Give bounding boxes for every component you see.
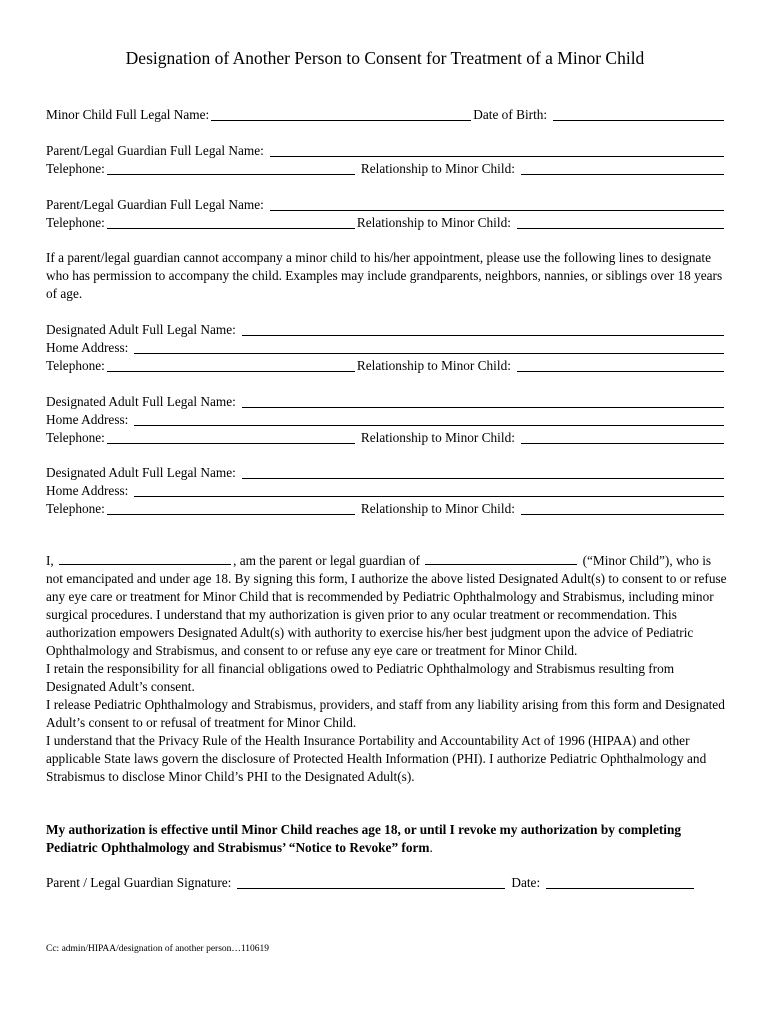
designated2-name-row [46,393,726,411]
consent-i-suffix: (“Minor Child”), [582,553,673,568]
guardian2-phone-row [46,214,726,232]
consent-paragraph-3: I release Pediatric Ophthalmology and Strabismus, providers, and staff from any liability arising from this form and Designated Adult’s consent to or refusal of treatment for Minor Child. [46,697,725,730]
designated3-relationship-label: Relationship to Minor Child: [360,501,515,516]
designated3-phone-row [46,500,726,518]
designated1-relationship-field[interactable] [517,358,724,372]
designated2-address-row [46,411,726,429]
designated3-address-row [46,482,726,500]
designated3-relationship-field[interactable] [521,501,724,515]
guardian1-phone-label: Telephone: [46,161,105,176]
designated3-phone-label: Telephone: [46,501,105,516]
guardian-name-blank[interactable] [59,552,231,565]
designated2-address-field[interactable] [134,412,724,426]
dob-field[interactable] [553,107,724,121]
guardian2-name-row [46,196,726,214]
dob-label: Date of Birth: [473,107,548,122]
effective-text: My authorization is effective until Minor Child reaches age 18, or until I revoke my authorization by completing Pediatric Ophthalmology and Strabismus’ “Notice to Revoke” form [46,822,682,855]
guardian1-phone-row [46,160,726,178]
designated1-phone-row [46,357,726,375]
designated3-name-label: Designated Adult Full Legal Name: [46,465,236,480]
designated2-phone-field[interactable] [107,430,355,444]
child-row [46,106,726,124]
consent-paragraph-1 [46,552,728,660]
effective-statement [46,821,728,857]
designated1-relationship-label: Relationship to Minor Child: [356,358,511,373]
designated2-phone-label: Telephone: [46,430,105,445]
designated1-name-label: Designated Adult Full Legal Name: [46,322,236,337]
instructions-paragraph: If a parent/legal guardian cannot accompany a minor child to his/her appointment, please use the following lines to designate who has permission to accompany the child. Examples may include grandparents, neighbors, nannies, or siblings over 18 years of age. [46,250,723,301]
guardian1-name-label: Parent/Legal Guardian Full Legal Name: [46,143,264,158]
footer-reference: Cc: admin/HIPAA/designation of another person…110619 [46,944,270,954]
guardian2-phone-field[interactable] [107,215,355,229]
signature-label: Parent / Legal Guardian Signature: [46,875,232,890]
designated3-name-row [46,464,726,482]
designated1-phone-field[interactable] [107,358,355,372]
designated1-address-label: Home Address: [46,340,129,355]
designated3-address-label: Home Address: [46,483,129,498]
designated1-name-row [46,321,726,339]
designated2-address-label: Home Address: [46,412,129,427]
designated2-name-field[interactable] [242,394,724,408]
consent-p1-rest: who is not emancipated and under age 18. By signing this form, I authorize the above listed Designated Adult(s) to consent to or refuse any eye care or treatment for Minor Child that is recommended by Pediatric Ophthalmology and Strabismus, including minor surgical procedures. I understand that my authorization is given prior to any ocular treatment or recommendation. This authorization empowers Designated Adult(s) with authority to exercise his/her best judgment upon the advice of Pediatric Ophthalmology and Strabismus, and consent to or refuse any eye care or treatment for Minor Child. [46,553,727,658]
consent-block [46,552,728,786]
designated1-address-row [46,339,726,357]
guardian2-relationship-field[interactable] [517,215,724,229]
signature-field[interactable] [237,875,505,889]
guardian1-relationship-label: Relationship to Minor Child: [360,161,515,176]
minor-child-blank[interactable] [425,552,577,565]
designated1-address-field[interactable] [134,340,724,354]
consent-i-middle: , am the parent or legal guardian of [233,553,420,568]
guardian2-name-label: Parent/Legal Guardian Full Legal Name: [46,197,264,212]
guardian1-name-row [46,142,726,160]
form-title: Designation of Another Person to Consent for Treatment of a Minor Child [125,48,645,68]
guardian1-relationship-field[interactable] [521,161,724,175]
signature-row [46,874,696,892]
designated2-name-label: Designated Adult Full Legal Name: [46,394,236,409]
guardian1-name-field[interactable] [270,143,724,157]
child-name-label: Minor Child Full Legal Name: [46,107,210,122]
guardian2-name-field[interactable] [270,197,724,211]
consent-paragraph-4: I understand that the Privacy Rule of the Health Insurance Portability and Accountability Act of 1996 (HIPAA) and other applicable State laws govern the disclosure of Protected Health Information (PHI). I authorize Pediatric Ophthalmology and Strabismus to disclose Minor Child’s PHI to the Designated Adult(s). [46,733,707,784]
signature-date-field[interactable] [546,875,694,889]
designated1-phone-label: Telephone: [46,358,105,373]
guardian2-phone-label: Telephone: [46,215,105,230]
designated1-name-field[interactable] [242,322,724,336]
signature-date-label: Date: [511,875,541,890]
designated3-name-field[interactable] [242,465,724,479]
designated2-phone-row [46,429,726,447]
guardian1-phone-field[interactable] [107,161,355,175]
child-name-field[interactable] [211,107,471,121]
guardian2-relationship-label: Relationship to Minor Child: [356,215,511,230]
consent-i-prefix: I, [46,553,54,568]
designated2-relationship-field[interactable] [521,430,724,444]
effective-period: . [429,840,433,855]
designated2-relationship-label: Relationship to Minor Child: [360,430,515,445]
designated3-phone-field[interactable] [107,501,355,515]
consent-paragraph-2: I retain the responsibility for all financial obligations owed to Pediatric Ophthalmology and Strabismus resulting from Designated Adult’s consent. [46,661,675,694]
designated3-address-field[interactable] [134,483,724,497]
